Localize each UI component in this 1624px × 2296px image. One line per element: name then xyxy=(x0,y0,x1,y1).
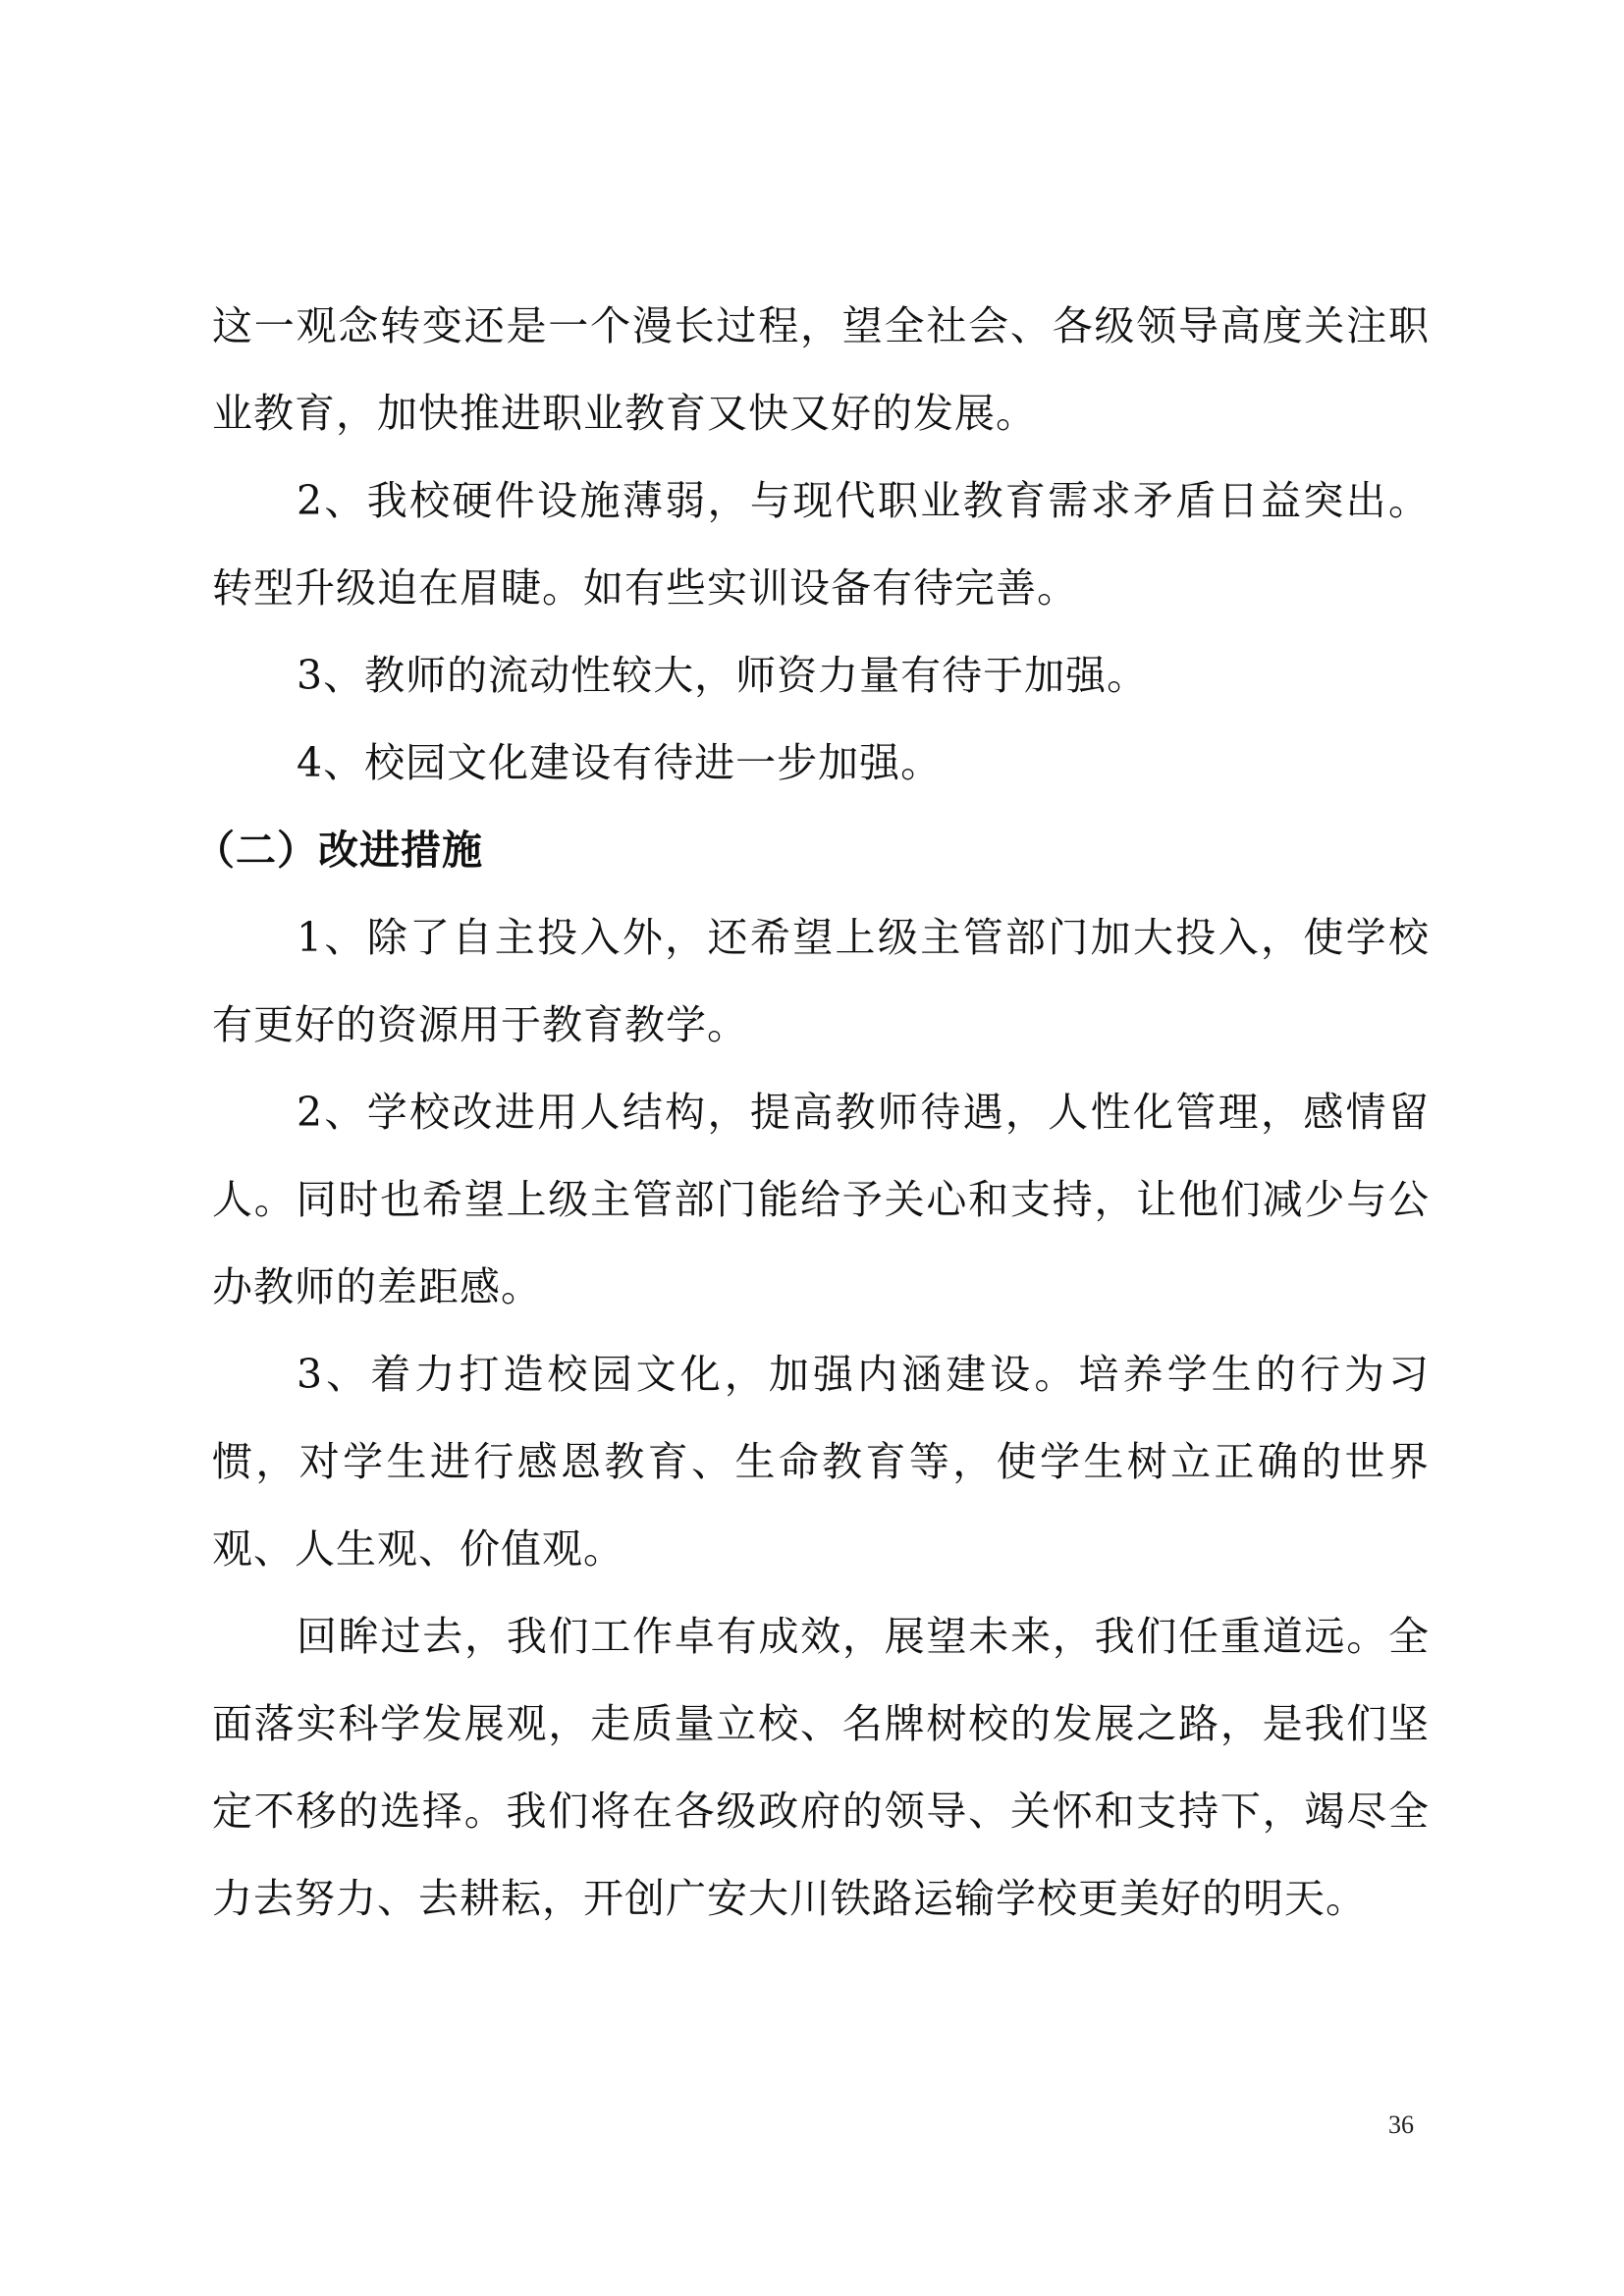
section-heading: （二）改进措施 xyxy=(194,827,483,874)
paragraph-issue-4: 4、校园文化建设有待进一步加强。 xyxy=(297,739,943,786)
paragraph-measure-2: 2、学校改进用人结构，提高教师待遇，人性化管理，感情留人。同时也希望上级主管部门能给予关心和支持，让他们减少与公办教师的差距感。 xyxy=(212,1089,1430,1310)
paragraph-conclusion: 回眸过去，我们工作卓有成效，展望未来，我们任重道远。全面落实科学发展观，走质量立校、名牌树校的发展之路，是我们坚定不移的选择。我们将在各级政府的领导、关怀和支持下，竭尽全力去努力、去耕耘，开创广安大川铁路运输学校更美好的明天。 xyxy=(212,1613,1430,1922)
document-body xyxy=(194,283,1430,1943)
paragraph-measure-1: 1、除了自主投入外，还希望上级主管部门加大投入，使学校有更好的资源用于教育教学。 xyxy=(212,914,1430,1048)
page-number: 36 xyxy=(1388,2110,1414,2139)
paragraph-measure-3: 3、着力打造校园文化，加强内涵建设。培养学生的行为习惯，对学生进行感恩教育、生命教育等，使学生树立正确的世界观、人生观、价值观。 xyxy=(212,1351,1430,1573)
paragraph-continuation: 这一观念转变还是一个漫长过程，望全社会、各级领导高度关注职业教育，加快推进职业教育又快又好的发展。 xyxy=(212,302,1430,437)
paragraph-issue-3: 3、教师的流动性较大，师资力量有待于加强。 xyxy=(297,652,1149,699)
paragraph-issue-2: 2、我校硬件设施薄弱，与现代职业教育需求矛盾日益突出。转型升级迫在眉睫。如有些实训设备有待完善。 xyxy=(212,477,1430,612)
